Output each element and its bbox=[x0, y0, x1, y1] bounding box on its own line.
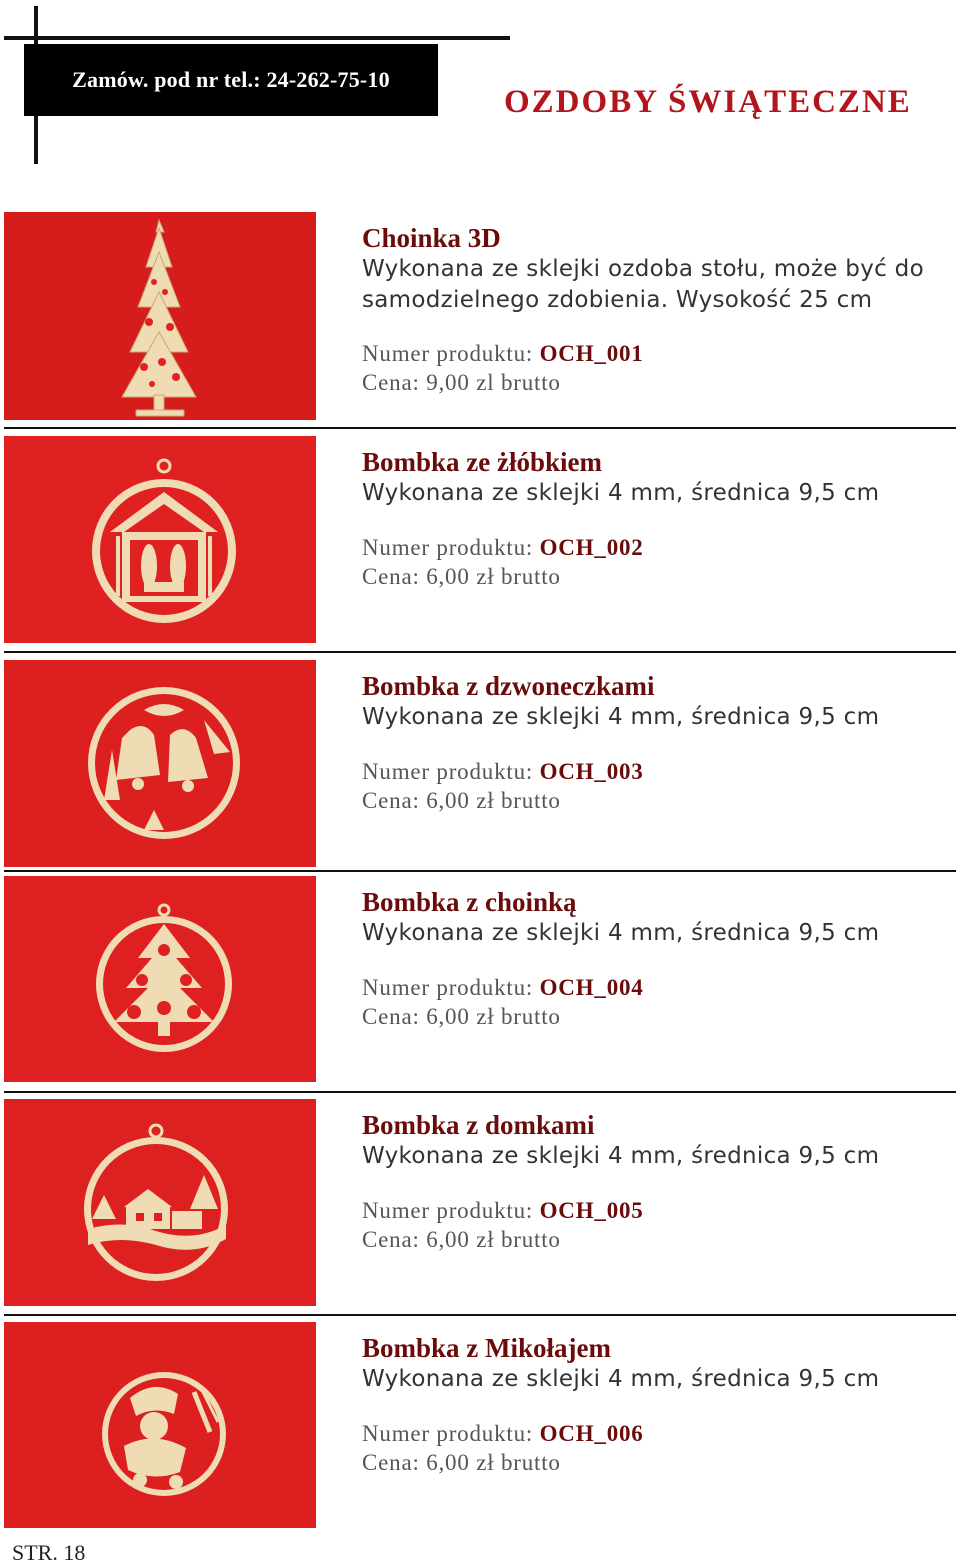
product-info bbox=[362, 1332, 952, 1477]
product-price: Cena: 6,00 zł brutto bbox=[362, 564, 561, 589]
product-info bbox=[362, 222, 952, 397]
product-description: Wykonana ze sklejki 4 mm, średnica 9,5 cm bbox=[362, 1366, 880, 1392]
product-name: Bombka z domkami bbox=[362, 1110, 595, 1140]
product-description: Wykonana ze sklejki 4 mm, średnica 9,5 cm bbox=[362, 704, 880, 730]
header-rule-horizontal bbox=[4, 36, 510, 40]
product-photo-3d-tree bbox=[4, 212, 316, 420]
phone-order-banner bbox=[24, 44, 438, 116]
page-title: OZDOBY ŚWIĄTECZNE bbox=[504, 84, 912, 120]
product-number: Numer produktu: OCH_004 bbox=[362, 975, 644, 1000]
product-code: OCH_002 bbox=[539, 535, 644, 560]
product-number: Numer produktu: OCH_006 bbox=[362, 1421, 644, 1446]
product-divider bbox=[4, 427, 956, 429]
product-price: Cena: 9,00 zl brutto bbox=[362, 370, 561, 395]
product-description: Wykonana ze sklejki 4 mm, średnica 9,5 cm bbox=[362, 480, 880, 506]
tree-ornament-icon bbox=[4, 876, 316, 1082]
product-info bbox=[362, 446, 952, 591]
product-number: Numer produktu: OCH_005 bbox=[362, 1198, 644, 1223]
product-name: Bombka z choinką bbox=[362, 887, 577, 917]
product-price: Cena: 6,00 zł brutto bbox=[362, 788, 561, 813]
product-number: Numer produktu: OCH_003 bbox=[362, 759, 644, 784]
product-divider bbox=[4, 1314, 956, 1316]
product-price: Cena: 6,00 zł brutto bbox=[362, 1227, 561, 1252]
product-info bbox=[362, 670, 952, 815]
product-name: Bombka ze żłóbkiem bbox=[362, 447, 602, 477]
product-photo-bells bbox=[4, 660, 316, 867]
product-description: Wykonana ze sklejki ozdoba stołu, może być do samodzielnego zdobienia. Wysokość 25 cm bbox=[362, 256, 924, 313]
product-info bbox=[362, 1109, 952, 1254]
page-number: STR. 18 bbox=[12, 1540, 86, 1565]
product-divider bbox=[4, 651, 956, 653]
product-code: OCH_004 bbox=[539, 975, 644, 1000]
product-number: Numer produktu: OCH_002 bbox=[362, 535, 644, 560]
wooden-tree-icon bbox=[4, 212, 316, 420]
product-photo-houses bbox=[4, 1099, 316, 1306]
product-divider bbox=[4, 1091, 956, 1093]
product-number: Numer produktu: OCH_001 bbox=[362, 341, 644, 366]
santa-ornament-icon bbox=[4, 1322, 316, 1528]
product-photo-nativity bbox=[4, 436, 316, 643]
product-photo-tree-ornament bbox=[4, 876, 316, 1082]
product-photo-santa bbox=[4, 1322, 316, 1528]
product-description: Wykonana ze sklejki 4 mm, średnica 9,5 cm bbox=[362, 920, 880, 946]
product-code: OCH_005 bbox=[539, 1198, 644, 1223]
product-description: Wykonana ze sklejki 4 mm, średnica 9,5 cm bbox=[362, 1143, 880, 1169]
product-name: Bombka z Mikołajem bbox=[362, 1333, 611, 1363]
product-divider bbox=[4, 870, 956, 872]
bells-ornament-icon bbox=[4, 660, 316, 867]
product-code: OCH_003 bbox=[539, 759, 644, 784]
product-info bbox=[362, 886, 952, 1031]
houses-ornament-icon bbox=[4, 1099, 316, 1306]
phone-order-text: Zamów. pod nr tel.: 24-262-75-10 bbox=[72, 67, 390, 92]
product-price: Cena: 6,00 zł brutto bbox=[362, 1450, 561, 1475]
product-code: OCH_001 bbox=[539, 341, 644, 366]
product-name: Bombka z dzwoneczkami bbox=[362, 671, 655, 701]
nativity-ornament-icon bbox=[4, 436, 316, 643]
product-price: Cena: 6,00 zł brutto bbox=[362, 1004, 561, 1029]
product-name: Choinka 3D bbox=[362, 223, 501, 253]
product-code: OCH_006 bbox=[539, 1421, 644, 1446]
